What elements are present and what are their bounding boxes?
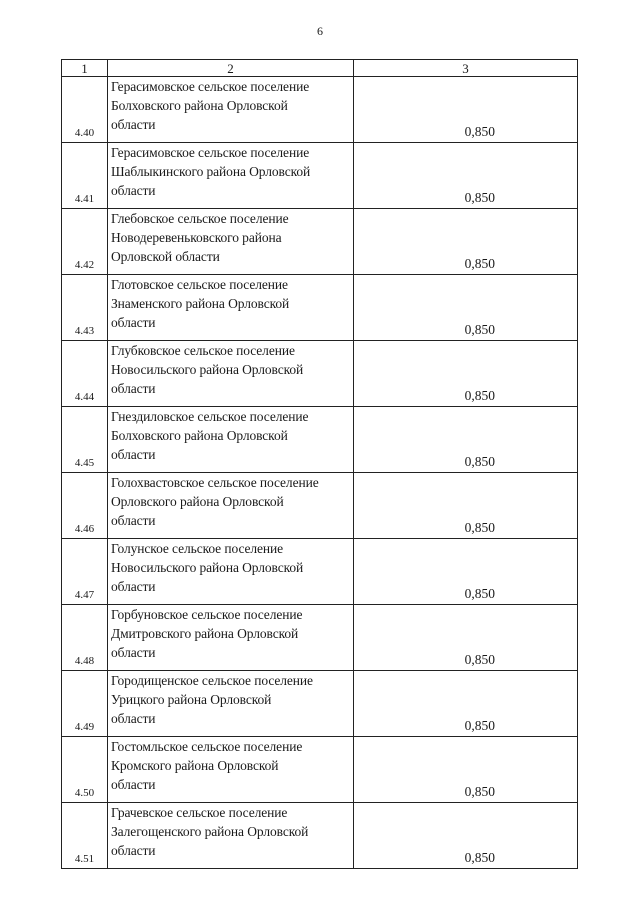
settlement-name: Голунское сельское поселение Новосильского района Орловской области [108,539,354,605]
row-number: 4.44 [62,341,108,407]
table-row [62,539,578,605]
table-row [62,671,578,737]
table-row [62,341,578,407]
row-number: 4.49 [62,671,108,737]
column-header-1: 1 [62,60,108,77]
column-header-3: 3 [354,60,578,77]
coefficient-value: 0,850 [354,473,578,539]
table-row [62,209,578,275]
table-row [62,407,578,473]
row-number: 4.45 [62,407,108,473]
settlement-name: Глотовское сельское поселение Знаменского района Орловской области [108,275,354,341]
table-row [62,737,578,803]
row-number: 4.51 [62,803,108,869]
settlement-name: Городищенское сельское поселение Урицкого района Орловской области [108,671,354,737]
row-number: 4.50 [62,737,108,803]
settlement-name: Голохвастовское сельское поселение Орловского района Орловской области [108,473,354,539]
row-number: 4.40 [62,77,108,143]
settlement-name: Горбуновское сельское поселение Дмитровского района Орловской области [108,605,354,671]
settlement-name: Герасимовское сельское поселение Болховского района Орловской области [108,77,354,143]
coefficient-value: 0,850 [354,341,578,407]
coefficient-value: 0,850 [354,209,578,275]
row-number: 4.47 [62,539,108,605]
table-row [62,473,578,539]
table-header-row [62,60,578,77]
table-row [62,275,578,341]
settlement-name: Герасимовское сельское поселение Шаблыкинского района Орловской области [108,143,354,209]
column-header-2: 2 [108,60,354,77]
coefficient-value: 0,850 [354,539,578,605]
coefficient-value: 0,850 [354,671,578,737]
coefficient-value: 0,850 [354,803,578,869]
row-number: 4.42 [62,209,108,275]
row-number: 4.46 [62,473,108,539]
coefficient-value: 0,850 [354,605,578,671]
coefficient-value: 0,850 [354,143,578,209]
page-number: 6 [317,24,323,38]
settlement-name: Глубковское сельское поселение Новосильского района Орловской области [108,341,354,407]
table-row [62,605,578,671]
table-row [62,803,578,869]
table-row [62,143,578,209]
coefficient-value: 0,850 [354,407,578,473]
settlement-name: Глебовское сельское поселение Новодеревеньковского района Орловской области [108,209,354,275]
settlement-name: Грачевское сельское поселение Залегощенского района Орловской области [108,803,354,869]
row-number: 4.41 [62,143,108,209]
row-number: 4.48 [62,605,108,671]
allocation-table [61,59,578,869]
table-row [62,77,578,143]
coefficient-value: 0,850 [354,737,578,803]
coefficient-value: 0,850 [354,275,578,341]
settlement-name: Гостомльское сельское поселение Кромского района Орловской области [108,737,354,803]
settlement-name: Гнездиловское сельское поселение Болховского района Орловской области [108,407,354,473]
coefficient-value: 0,850 [354,77,578,143]
row-number: 4.43 [62,275,108,341]
